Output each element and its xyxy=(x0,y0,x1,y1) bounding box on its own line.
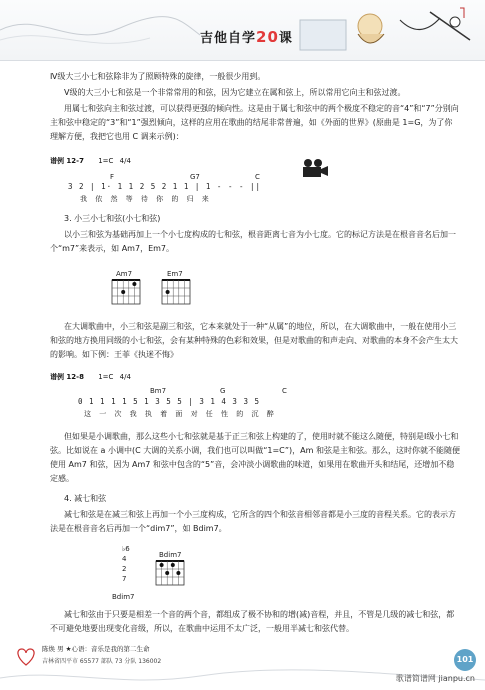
chord-name: F xyxy=(110,173,115,181)
paragraph: Ⅴ级的大三小七和弦是一个非常常用的和弦，因为它建立在属和弦上，所以常用它向主和弦过渡。 xyxy=(64,88,406,97)
paragraph: Ⅳ级大三小七和弦除非为了照顾特殊的旋律，一般很少用到。 xyxy=(50,72,266,81)
score-example-2 xyxy=(50,370,131,384)
camera-icon xyxy=(300,157,330,181)
page-header xyxy=(0,0,485,61)
paragraph: 减七和弦由于只要是相差一个音的两个音，都组成了极不协和的增(减)音程，并且，不管是几级的减七和弦，都不可避免地要出现变化音级，所以，在歌曲中运用不太广泛，一般用半减七和弦代替。 xyxy=(50,610,455,633)
score-notes: 3 2 | 1· 1 1 2 5 2 1 1 | 1 - - - || xyxy=(68,182,262,191)
page-number: 101 xyxy=(454,649,476,671)
score-time: 4/4 xyxy=(119,373,131,381)
score-lyrics: 这 一 次 我 执 着 面 对 任 性 的 沉 醉 xyxy=(84,410,277,418)
note-stack-label: Bdim7 xyxy=(112,593,135,601)
paragraph: 减七和弦是在减三和弦上再加一个小三度构成，它所含的四个和弦音相邻音都是小三度的音程关系。它的表示方法是在根音音名后再加一个“dim7”，如 Bdim7。 xyxy=(50,510,456,533)
score-label: 谱例 12-8 xyxy=(50,373,84,381)
chord-diagram-label: Em7 xyxy=(167,270,183,278)
score-time: 4/4 xyxy=(119,157,131,165)
chord-diagram-am7 xyxy=(110,278,144,308)
footer-address: 吉林省四平市 65577 部队 73 分队 136002 xyxy=(42,658,162,665)
header-title: 吉他自学20课 xyxy=(200,28,293,46)
paragraph: 以小三和弦为基础再加上一个小七度构成的七和弦，根音距离七音为小七度。它的标记方法是在根音音名后加一个“m7”来表示，如 Am7，Em7。 xyxy=(50,230,456,253)
note-stack: ♭6 4 2 7 xyxy=(122,545,130,583)
chord-diagram-bdim7 xyxy=(154,559,188,589)
score-lyrics: 我 依 然 等 待 你 的 归 来 xyxy=(80,195,212,203)
section-heading: 4. 减七和弦 xyxy=(64,494,107,503)
heart-icon xyxy=(14,644,38,668)
chord-name: G7 xyxy=(190,173,200,181)
chord-diagram-label: Am7 xyxy=(116,270,133,278)
chord-diagram-label: Bdim7 xyxy=(159,551,182,559)
chord-name: Bm7 xyxy=(150,387,167,395)
score-key: 1=C xyxy=(98,373,114,381)
chord-name: G xyxy=(220,387,226,395)
score-key: 1=C xyxy=(98,157,114,165)
section-heading: 3. 小三小七和弦(小七和弦) xyxy=(64,214,161,223)
chord-name: C xyxy=(255,173,260,181)
chord-name: C xyxy=(282,387,287,395)
chord-diagram-em7 xyxy=(160,278,194,308)
paragraph: 但如果是小调歌曲，那么这些小七和弦就是基于正三和弦上构建的了，使用时就不能这么随便，特别是Ⅰ级小七和弦。比如说在 a 小调中(C 大调的关系小调，我们也可以叫做“1=C”)，Am 和弦是主和弦。那么，这时你就不能随便使用 Am7 和弦，因为 Am7 和弦中包含的“5”音，会冲淡小调歌曲的味道，如果用在歌曲开头和结尾，还增加不稳定感。 xyxy=(50,432,460,483)
paragraph: 用属七和弦向主和弦过渡，可以获得更强的倾向性。这是由于属七和弦中的两个极度不稳定的音“4”和“7”分别向主和弦中稳定的“3”和“1”强烈倾向，这样的应用在歌曲的结尾非常普遍，如《外面的世界》(原曲是 1=G，为了你理解方便，我把它也用 C 调来示例)： xyxy=(50,104,459,141)
score-label: 谱例 12-7 xyxy=(50,157,84,165)
footer-author: 陈焕 男 ★心语：音乐是我的第二生命 xyxy=(42,645,150,653)
score-notes: 0 1 1 1 1 5 1 3 5 5 | 3 1 4 3 3 5 xyxy=(78,397,261,406)
paragraph: 在大调歌曲中，小三和弦是副三和弦，它本来就处于一种“从属”的地位，所以，在大调歌曲中，一般在使用小三和弦的地方换用同级的小七和弦，会有某种特殊的色彩和效果，但是对歌曲的和声走向、对歌曲的本身不会产生太大的影响。如下例：王菲《执迷不悔》 xyxy=(50,322,458,359)
watermark-text: 歌谱简谱网 jianpu.cn xyxy=(395,674,475,683)
